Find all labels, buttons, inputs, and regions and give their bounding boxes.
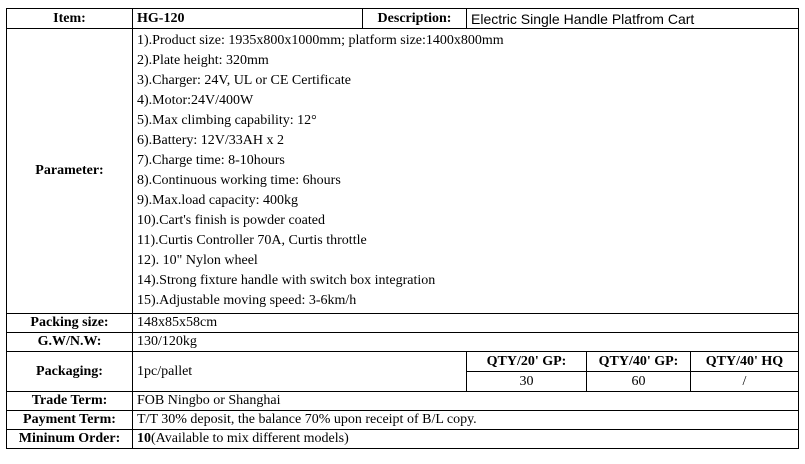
- minimum-order-quantity: 10: [137, 431, 151, 446]
- parameter-list: [133, 29, 799, 314]
- description-value: Electric Single Handle Platfrom Cart: [467, 9, 799, 29]
- qty-40gp-value: 60: [587, 372, 691, 392]
- item-row: [7, 9, 799, 29]
- weight-row: [7, 333, 799, 352]
- parameter-line: 15).Adjustable moving speed: 3-6km/h: [137, 293, 357, 308]
- minimum-order-label: Mininum Order:: [7, 430, 133, 449]
- payment-term-label: Payment Term:: [7, 411, 133, 430]
- parameter-line: 1).Product size: 1935x800x1000mm; platform size:1400x800mm: [137, 33, 504, 48]
- packing-size-label: Packing size:: [7, 314, 133, 333]
- product-spec-table: [6, 8, 799, 449]
- qty-40hq-value: /: [691, 372, 799, 392]
- payment-term-row: [7, 411, 799, 430]
- trade-term-value: FOB Ningbo or Shanghai: [133, 392, 799, 411]
- trade-term-row: [7, 392, 799, 411]
- parameter-line: 7).Charge time: 8-10hours: [137, 153, 285, 168]
- description-label: Description:: [363, 9, 467, 29]
- weight-value: 130/120kg: [133, 333, 799, 352]
- item-model-value: HG-120: [133, 9, 363, 29]
- trade-term-label: Trade Term:: [7, 392, 133, 411]
- parameter-line: 9).Max.load capacity: 400kg: [137, 193, 298, 208]
- qty-20gp-header: QTY/20' GP:: [467, 352, 587, 372]
- parameter-line: 4).Motor:24V/400W: [137, 93, 254, 108]
- parameter-label: Parameter:: [7, 29, 133, 314]
- qty-40hq-header: QTY/40' HQ: [691, 352, 799, 372]
- parameter-line: 10).Cart's finish is powder coated: [137, 213, 325, 228]
- qty-20gp-value: 30: [467, 372, 587, 392]
- parameter-row: [7, 29, 799, 314]
- parameter-line: 8).Continuous working time: 6hours: [137, 173, 341, 188]
- parameter-line: 5).Max climbing capability: 12°: [137, 113, 317, 128]
- parameter-line: 11).Curtis Controller 70A, Curtis throttle: [137, 233, 367, 248]
- parameter-line: 2).Plate height: 320mm: [137, 53, 269, 68]
- parameter-line: 3).Charger: 24V, UL or CE Certificate: [137, 73, 351, 88]
- minimum-order-note: (Available to mix different models): [151, 431, 349, 446]
- weight-label: G.W/N.W:: [7, 333, 133, 352]
- packaging-value: 1pc/pallet: [133, 352, 467, 392]
- parameter-line: 14).Strong fixture handle with switch box integration: [137, 273, 436, 288]
- minimum-order-value: [133, 430, 799, 449]
- minimum-order-row: [7, 430, 799, 449]
- parameter-line: 12). 10" Nylon wheel: [137, 253, 258, 268]
- packaging-label: Packaging:: [7, 352, 133, 392]
- parameter-line: 6).Battery: 12V/33AH x 2: [137, 133, 284, 148]
- payment-term-value: T/T 30% deposit, the balance 70% upon receipt of B/L copy.: [133, 411, 799, 430]
- qty-40gp-header: QTY/40' GP:: [587, 352, 691, 372]
- packaging-row: [7, 352, 799, 372]
- packing-size-value: 148x85x58cm: [133, 314, 799, 333]
- packing-size-row: [7, 314, 799, 333]
- item-label: Item:: [7, 9, 133, 29]
